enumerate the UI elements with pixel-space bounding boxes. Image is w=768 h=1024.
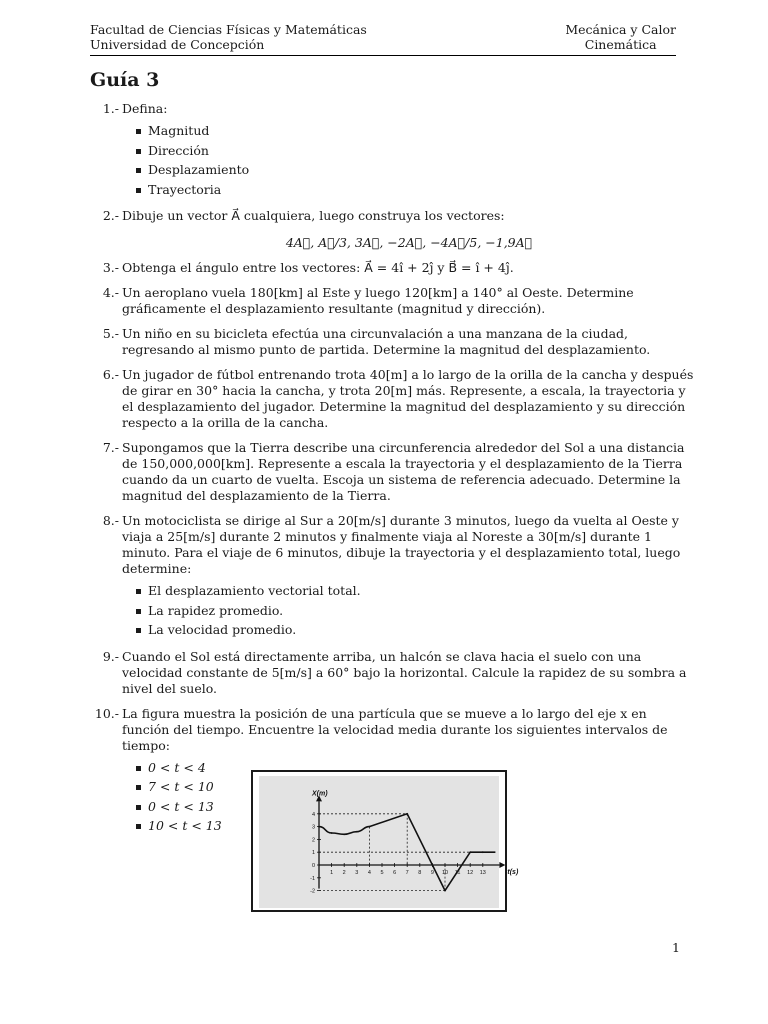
question-number: 8.-	[102, 513, 119, 528]
data-point	[406, 813, 408, 815]
question-number: 9.-	[102, 648, 119, 664]
x-tick-label: 11	[454, 870, 461, 876]
question-number: 7.-	[102, 440, 119, 455]
x-tick-label: 13	[479, 870, 486, 876]
x-tick-label: 10	[441, 870, 449, 876]
question-text: Defina:	[122, 101, 168, 116]
vector-equation: 4A⃗, A⃗/3, 3A⃗, −2A⃗, −4A⃗/5, −1,9A⃗	[285, 235, 533, 250]
question-7	[90, 440, 696, 504]
question-text: Supongamos que la Tierra describe una circunferencia alrededor del Sol a una distancia de 150,000,000[km]. Represente a escala la trayectoria y el desplazamiento de la Tierra cuando da un cuarto de vuelta. Escoja un sistema de referencia adecuado. Determine la magnitud del desplazamiento de la Tierra.	[122, 440, 685, 503]
data-point	[331, 832, 333, 834]
question-9	[90, 649, 696, 697]
faculty-name: Facultad de Ciencias Físicas y Matemáticas	[90, 22, 367, 37]
question-text: Un aeroplano vuela 180[km] al Este y luego 120[km] a 140° al Oeste. Determine gráficamente el desplazamiento resultante (magnitud y dirección).	[122, 285, 634, 316]
y-axis-label: X(m)	[312, 790, 328, 798]
x-tick-label: 6	[393, 870, 397, 876]
question-number: 3.-	[102, 260, 119, 275]
y-tick-label: -2	[310, 888, 315, 895]
x-tick-label: 4	[367, 870, 371, 876]
question-text: Un niño en su bicicleta efectúa una circunvalación a una manzana de la ciudad, regresando al mismo punto de partida. Determine la magnitud del desplazamiento.	[122, 326, 651, 357]
y-tick-label: -1	[310, 875, 315, 882]
x-tick-label: 7	[405, 870, 409, 876]
x-tick-label: 5	[380, 870, 384, 876]
course-name: Mecánica y Calor	[565, 22, 676, 37]
university-name: Universidad de Concepción	[90, 37, 265, 52]
bullet-list	[122, 581, 696, 640]
data-point	[444, 890, 446, 892]
question-number: 4.-	[102, 285, 119, 300]
header-rule	[90, 55, 676, 56]
y-tick-label: 2	[311, 837, 315, 844]
question-number: 5.-	[102, 326, 119, 341]
bullet-list	[122, 121, 696, 199]
data-point	[369, 826, 371, 828]
position-time-figure	[251, 770, 519, 912]
question-4	[90, 285, 696, 317]
x-axis-arrow	[499, 862, 505, 868]
list-item: Trayectoria	[136, 180, 696, 200]
question-text: La figura muestra la posición de una partícula que se mueve a lo largo del eje x en función del tiempo. Encuentre la velocidad media durante los siguientes intervalos de tiempo:	[122, 705, 668, 753]
question-number: 1.-	[102, 101, 119, 116]
x-tick-label: 3	[355, 870, 359, 876]
question-number: 2.-	[102, 208, 119, 223]
data-point	[318, 826, 320, 828]
x-tick-label: 1	[330, 870, 334, 876]
list-item: Magnitud	[136, 121, 696, 141]
x-tick-label: 12	[467, 870, 474, 876]
chart-background	[259, 776, 499, 908]
header-left	[90, 22, 367, 52]
question-number: 6.-	[102, 367, 119, 382]
question-number: 10.-	[94, 705, 119, 721]
y-tick-label: 3	[311, 824, 315, 831]
list-item: La rapidez promedio.	[136, 601, 696, 621]
question-text: Obtenga el ángulo entre los vectores: A⃗ = 4î + 2ĵ y B⃗ = î + 4ĵ.	[122, 260, 514, 275]
question-6	[90, 367, 696, 431]
question-text: Un motociclista se dirige al Sur a 20[m/s] durante 3 minutos, luego da vuelta al Oeste y viaja a 25[m/s] durante 2 minutos y finalmente viaja al Noreste a 30[m/s] durante 1 minuto. Para el viaje de 6 minutos, dibuje la trayectoria y el desplazamiento total, luego determine:	[122, 513, 681, 576]
question-3	[90, 260, 696, 276]
question-8	[90, 513, 696, 640]
list-item: 10 < t < 13	[136, 816, 696, 836]
x-tick-label: 9	[430, 870, 434, 876]
question-text: Un jugador de fútbol entrenando trota 40[m] a lo largo de la orilla de la cancha y después de girar en 30° hacia la cancha, y trota 20[m] más. Represente, a escala, la trayectoria y el desplazamiento del jugador. Determine la magnitud del desplazamiento y su dirección respecto a la orilla de la cancha.	[122, 367, 694, 430]
x-tick-label: 2	[342, 870, 346, 876]
question-5	[90, 326, 696, 358]
question-text: Cuando el Sol está directamente arriba, un halcón se clava hacia el suelo con una velocidad constante de 5[m/s] a 60° bajo la horizontal. Calcule la rapidez de su sombra a nivel del suelo.	[122, 648, 687, 696]
y-tick-label: 1	[311, 850, 315, 857]
page-title: Guía 3	[90, 69, 160, 91]
list-item: 7 < t < 10	[136, 777, 696, 797]
y-tick-label: 0	[311, 863, 315, 869]
y-tick-label: 4	[311, 811, 315, 818]
header-right	[565, 22, 676, 52]
data-point	[356, 831, 358, 833]
list-item: 0 < t < 4	[136, 758, 696, 778]
data-point	[482, 851, 484, 853]
question-1	[90, 101, 696, 199]
list-item: Dirección	[136, 141, 696, 161]
topic-name: Cinemática	[584, 37, 657, 52]
x-tick-label: 8	[418, 870, 422, 876]
data-point	[343, 833, 345, 835]
x-axis-label: t(s)	[507, 869, 519, 876]
list-item: El desplazamiento vectorial total.	[136, 581, 696, 601]
page-number: 1	[672, 940, 680, 955]
list-item: Desplazamiento	[136, 160, 696, 180]
position-time-chart	[259, 776, 519, 908]
list-item: La velocidad promedio.	[136, 620, 696, 640]
list-item: 0 < t < 13	[136, 797, 696, 817]
data-point	[469, 851, 471, 853]
question-list	[90, 101, 696, 845]
question-2	[90, 208, 696, 251]
question-text: Dibuje un vector A⃗ cualquiera, luego construya los vectores:	[122, 208, 505, 223]
